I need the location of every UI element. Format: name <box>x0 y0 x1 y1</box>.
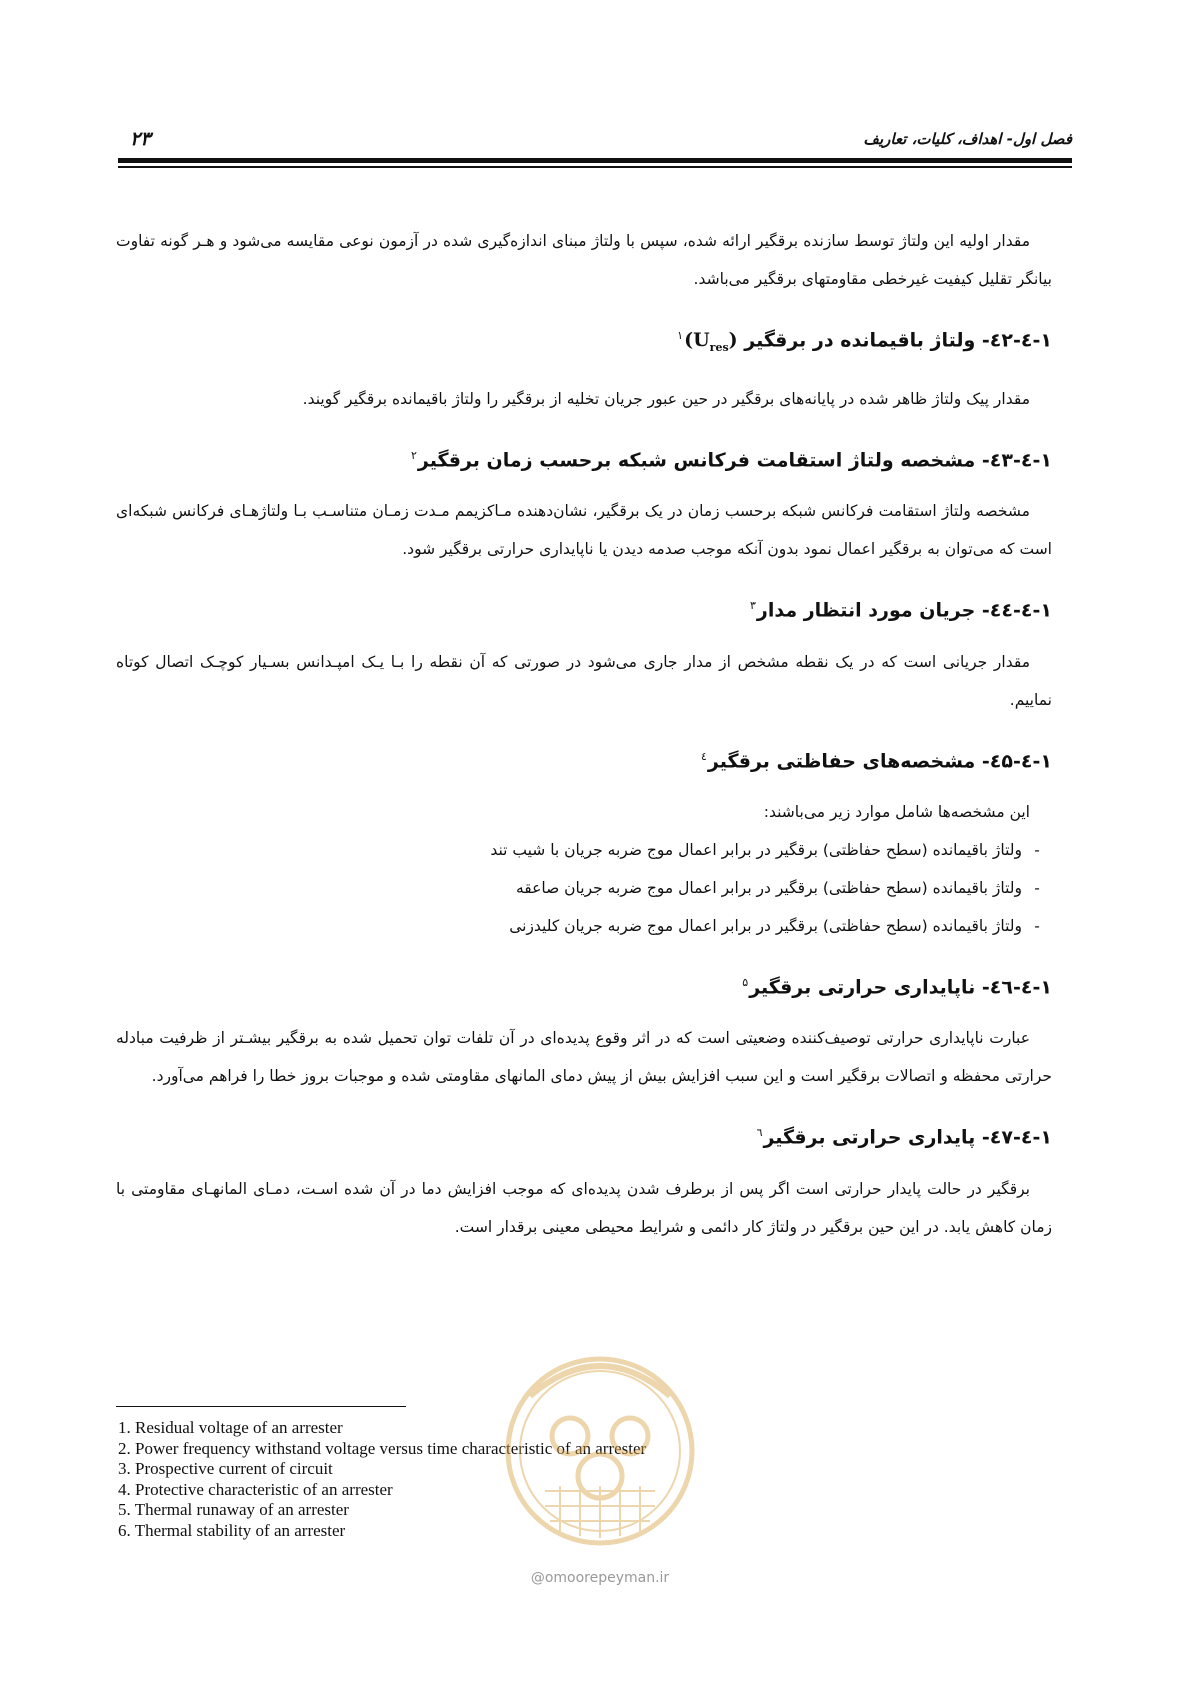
footnote-mark: ۳ <box>749 599 756 613</box>
page-number: ۲۳ <box>130 128 151 150</box>
footnote-rule <box>116 1406 406 1407</box>
section-title: ۱-٤-٤۵- مشخصه‌های حفاظتی برقگیر <box>707 750 1052 773</box>
symbol-ures: $(U_{res})$ <box>684 329 738 355</box>
section-title: ۱-٤-٤۲- ولتاژ باقیمانده در برقگیر <box>744 329 1052 352</box>
footnote-item: 6. Thermal stability of an arrester <box>118 1520 346 1540</box>
section-title: ۱-٤-٤۷- پایداری حرارتی برقگیر <box>763 1126 1052 1149</box>
footnote-mark: ٤ <box>700 749 707 763</box>
header-rule-thin <box>118 166 1072 168</box>
section-heading-46 <box>116 963 1052 1007</box>
bullet-dash: - <box>1034 841 1040 860</box>
section-heading-47 <box>116 1113 1052 1157</box>
list-item: -ولتاژ باقیمانده (سطح حفاظتی) برقگیر در برابر اعمال موج ضربه جریان با شیب تند <box>116 831 1052 869</box>
section-title: ۱-٤-٤٤- جریان مورد انتظار مدار <box>756 599 1052 622</box>
section-body-46: عبارت ناپایداری حرارتی توصیف‌کننده وضعیتی است که در اثر وقوع پدیده‌ای در آن تلفات توان تحمیل شده به برقگیر بیشـتر از ظرفیت مبادله حرارتی محفظه و اتصالات برقگیر است و این سبب افزایش بیش از پیش دمای المانهای مقاومتی شده و موجبات بروز خطا را فراهم می‌آورد. <box>116 1029 1052 1086</box>
section-heading-44 <box>116 586 1052 630</box>
watermark-url: @omoorepeyman.ir <box>530 1570 670 1586</box>
bullet-dash: - <box>1034 879 1040 898</box>
footnote-item: 3. Prospective current of circuit <box>118 1459 333 1478</box>
section-body-43: مشخصه ولتاژ استقامت فرکانس شبکه برحسب زمان در یک برقگیر، نشان‌دهنده مـاکزیمم مـدت زمـان متناسـب بـا ولتاژهـای فرکانس شبکه‌ای است که می‌توان به برقگیر اعمال نمود بدون آنکه موجب صدمه دیدن یا ناپایداری حرارتی برقگیر شود. <box>116 502 1052 559</box>
footnote-mark: ۵ <box>742 976 749 990</box>
footnote-item: 2. Power frequency withstand voltage versus time characteristic of an arrester <box>118 1438 647 1458</box>
section-intro-45: این مشخصه‌ها شامل موارد زیر می‌باشند: <box>763 803 1030 822</box>
section-heading-45 <box>116 737 1052 781</box>
footnote-mark: ٦ <box>756 1126 763 1140</box>
section-body-42: مقدار پیک ولتاژ ظاهر شده در پایانه‌های برقگیر در حین عبور جریان تخلیه از برقگیر را ولتاژ باقیمانده برقگیر گویند. <box>302 390 1030 409</box>
footnote-item: 5. Thermal runaway of an arrester <box>118 1500 349 1519</box>
section-title: ۱-٤-٤۳- مشخصه ولتاژ استقامت فرکانس شبکه برحسب زمان برقگیر <box>417 449 1052 472</box>
body-text <box>116 222 1052 1246</box>
footnote-item: 4. Protective characteristic of an arrester <box>118 1479 393 1499</box>
footnotes <box>118 1418 646 1541</box>
running-header <box>118 126 1072 160</box>
chapter-title: فصل اول- اهداف، کلیات، تعاریف <box>863 130 1072 148</box>
list-item: -ولتاژ باقیمانده (سطح حفاظتی) برقگیر در برابر اعمال موج ضربه جریان صاعقه <box>116 869 1052 907</box>
bullet-dash: - <box>1034 917 1040 936</box>
header-rule-thick <box>118 158 1072 163</box>
footnote-mark: ۱ <box>677 329 684 342</box>
protective-characteristics-list <box>116 831 1052 945</box>
footnote-mark: ۲ <box>411 449 417 463</box>
footnote-item: 1. Residual voltage of an arrester <box>118 1418 343 1437</box>
intro-paragraph: مقدار اولیه این ولتاژ توسط سازنده برقگیر ارائه شده، سپس با ولتاژ مبنای اندازه‌گیری شده در آزمون نوعی مقایسه می‌شود و هـر گونه تفاوت بیانگر تقلیل کیفیت غیرخطی مقاومتهای برقگیر می‌باشد. <box>116 232 1052 288</box>
section-title: ۱-٤-٤٦- ناپایداری حرارتی برقگیر <box>749 976 1052 999</box>
section-heading-43 <box>116 436 1052 480</box>
section-body-44: مقدار جریانی است که در یک نقطه مشخص از مدار جاری می‌شود در صورتی که آن نقطه را بـا یـک امپـدانس بسـیار کوچـک اتصال کوتاه نماییم. <box>116 652 1052 709</box>
list-item: -ولتاژ باقیمانده (سطح حفاظتی) برقگیر در برابر اعمال موج ضربه جریان کلیدزنی <box>116 907 1052 945</box>
section-heading-42 <box>116 316 1052 368</box>
section-body-47: برقگیر در حالت پایدار حرارتی است اگر پس از برطرف شدن پدیده‌ای که موجب افزایش دما در آن شده اسـت، دمـای المانهـای مقاومتی با زمان کاهش یابد. در این حین برقگیر در ولتاژ کار دائمی و شرایط محیطی معینی برقدار است. <box>116 1179 1052 1236</box>
